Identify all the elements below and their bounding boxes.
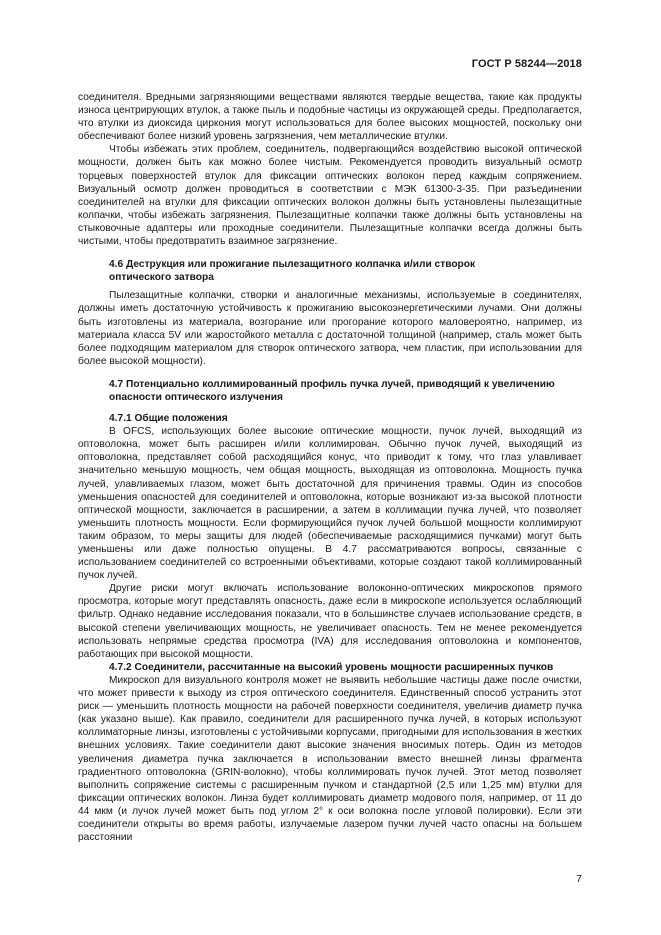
section-heading-line: 4.7 Потенциально коллимированный профиль пучка лучей, приводящий к увеличению [109, 378, 555, 390]
section-heading-4-7 [78, 378, 582, 404]
paragraph: Чтобы избежать этих проблем, соединитель, подвергающийся воздействию высокой оптической мощности, должен быть как можно более чистым. Рекомендуется проводить визуальный осмотр торцевых поверхностей втулок для фиксации оптических волокон перед каждым сопряжением. Визуальный осмотр должен проводиться в соответствии с МЭК 61300-3-35. При разъединении соединителей на втулки для фиксации оптических волокон должны быть установлены пылезащитные колпачки, чтобы избежать загрязнения. Пылезащитные колпачки также должны быть установлены на стыковочные адаптеры или проходные соединители. Пылезащитные колпачки всегда должны быть чистыми, чтобы предотвратить взаимное загрязнение. [78, 144, 582, 248]
subsection-heading-4-7-2: 4.7.2 Соединители, рассчитанные на высокий уровень мощности расширенных пучков [109, 661, 554, 673]
standard-designation: ГОСТ Р 58244—2018 [471, 58, 582, 70]
paragraph: Другие риски могут включать использование волоконно-оптических микроскопов прямого просмотра, которые могут представлять опасность, даже если в микроскопе используется ослабляющий фильтр. Однако недавние исследования показали, что в большинстве случаев использование средств, в высокой степени увеличивающих мощность, не увеличивает опасность. Тем не менее рекомендуется использовать непрямые средства просмотра (IVA) для исследования оптоволокна и компонентов, работающих при высокой мощности. [78, 583, 582, 660]
document-body [78, 91, 582, 844]
paragraph: Микроскоп для визуального контроля может не выявить небольшие частицы даже после очистки, что может привести к выходу из строя оптического соединителя. Единственный способ устранить этот риск — уменьшить плотность мощности на рабочей поверхности соединителя, увеличив диаметр пучка (как указано выше). Как правило, соединители для расширенного пучка лучей, в которых используют коллиматорные линзы, изготовлены с устойчивыми корпусами, пригодными для использования в жестких внешних условиях. Такие соединители дают высокие значения вносимых потерь. Один из методов увеличения диаметра пучка заключается в использовании вместо внешней линзы фрагмента градиентного оптоволокна (GRIN-волокно), чтобы коллимировать пучок лучей. Этот метод позволяет выполнить сопряжение системы с расширенным пучком и стандартной (2,5 или 1,25 мм) втулки для фиксации оптических волокон. Линза будет коллимировать диаметр модового поля, например, от 11 до 44 мкм (и лучок лучей может быть под углом 2° к оси волокна после угловой полировки). Если эти соединители открыты во время работы, излучаемые лазером пучки лучей часто опасны на большем расстоянии [78, 674, 582, 844]
section-heading-4-6 [78, 258, 582, 284]
page-number: 7 [576, 873, 582, 885]
paragraph: Пылезащитные колпачки, створки и аналогичные механизмы, используемые в соединителях, должны иметь достаточную устойчивость к прожиганию высокоэнергетическими лучами. Они должны быть изготовлены из материала, возгорание или прогорание которого маловероятно, например, из материала класса 5V или жаростойкого металла с достаточной толщиной (например, сталь может быть более подходящим материалом для створок оптического затвора, чем пластик, при использовании для более высокой мощности). [78, 290, 582, 367]
section-heading-line: 4.6 Деструкция или прожигание пылезащитного колпачка и/или створок [109, 259, 476, 271]
subsection-heading-4-7-1: 4.7.1 Общие положения [109, 413, 228, 425]
paragraph: В OFCS, использующих более высокие оптические мощности, пучок лучей, выходящий из оптоволокна, может быть расширен и/или коллимирован. Обычно пучок лучей, выходящий из оптоволокна, представляет собой расходящийся конус, что приводит к тому, что глаз улавливает значительно меньшую мощность, чем общая мощность, выходящая из оптоволокна. Мощность пучка лучей, улавливаемых глазом, может быть достаточной для причинения травмы. Один из способов уменьшения опасностей для соединителей и оптоволокна, которые возникают из-за высокой плотности оптической мощности, заключается в расширении, а затем в коллимации пучка лучей, что позволяет уменьшить плотность мощности. Если формирующийся пучок лучей большой мощности коллимируют таким образом, то меры защиты для людей (обеспечиваемые расходящимися пучками) могут быть уменьшены или даже полностью опущены. В 4.7 рассматриваются вопросы, связанные с использованием соединителей со встроенными объективами, которые создают такой коллимированный пучок лучей. [78, 426, 582, 582]
paragraph: соединителя. Вредными загрязняющими веществами являются твердые вещества, такие как продукты износа центрирующих втулок, а также пыль и подобные частицы из окружающей среды. Предполагается, что втулки из диоксида циркония могут использоваться для более высоких мощностей, поскольку они обеспечивают более низкий уровень загрязнения, чем металлические втулки. [78, 92, 582, 143]
section-heading-line: опасности оптического излучения [109, 391, 283, 403]
section-heading-line: оптического затвора [109, 272, 214, 284]
